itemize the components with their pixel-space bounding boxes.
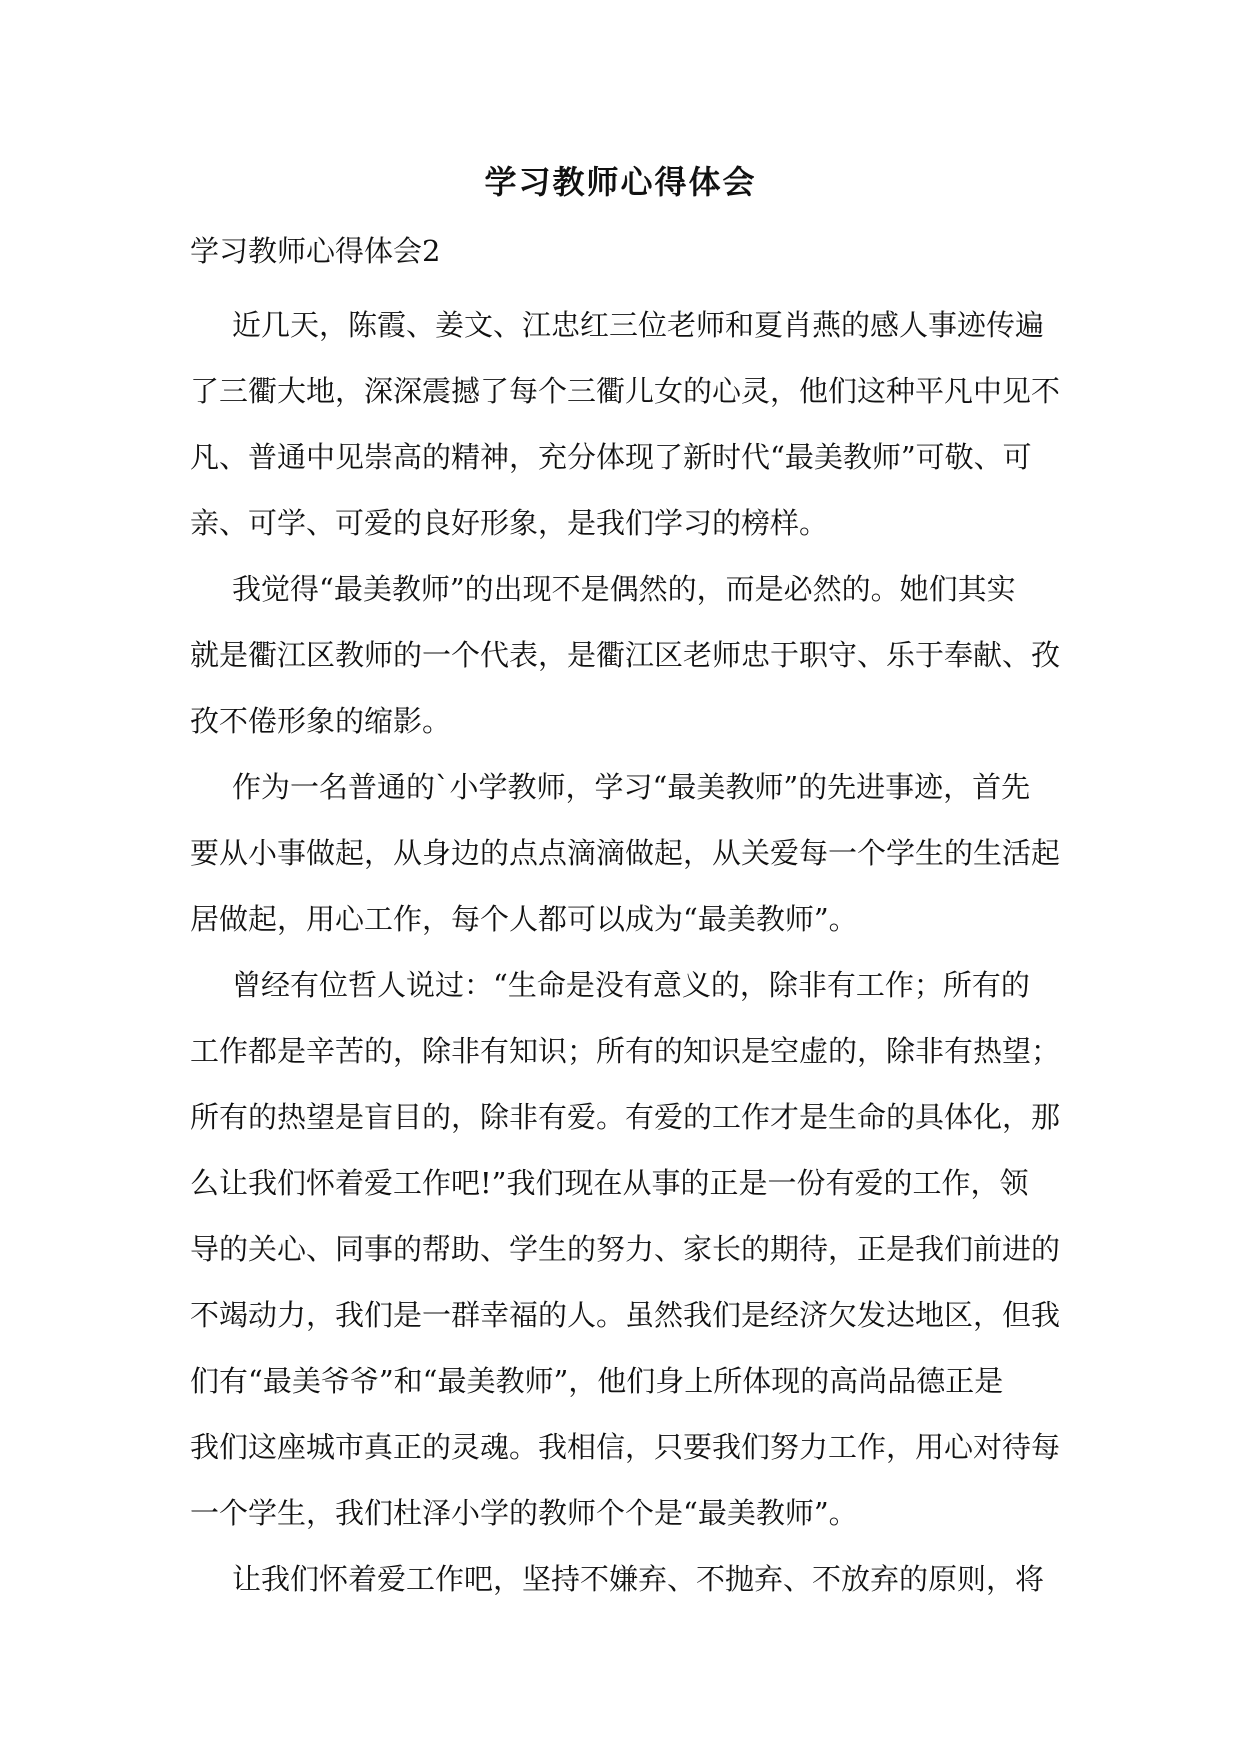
text-line: 作为一名普通的`小学教师，学习“最美教师”的先进事迹，首先 [232,770,1031,804]
text-line: 们有“最美爷爷”和“最美教师”，他们身上所体现的高尚品德正是 [190,1364,1004,1398]
text-line: 凡、普通中见崇高的精神，充分体现了新时代“最美教师”可敬、可 [190,440,1032,474]
text-line: 曾经有位哲人说过：“生命是没有意义的，除非有工作；所有的 [232,968,1030,1002]
text-line: 就是衢江区教师的一个代表，是衢江区老师忠于职守、乐于奉献、孜 [190,638,1061,672]
document-title: 学习教师心得体会 [484,163,757,201]
paragraph [190,952,1065,1546]
paragraph [190,556,1065,754]
text-line: 近几天，陈霞、姜文、江忠红三位老师和夏肖燕的感人事迹传遍 [232,308,1045,342]
text-line: 不竭动力，我们是一群幸福的人。虽然我们是经济欠发达地区，但我 [190,1298,1061,1332]
document-body [190,292,1065,1612]
text-line: 一个学生，我们杜泽小学的教师个个是“最美教师”。 [190,1496,858,1530]
text-line: 所有的热望是盲目的，除非有爱。有爱的工作才是生命的具体化，那 [190,1100,1061,1134]
text-line: 要从小事做起，从身边的点点滴滴做起，从关爱每一个学生的生活起 [190,836,1061,870]
paragraph [190,1546,1065,1612]
paragraph [190,292,1065,556]
text-line: 亲、可学、可爱的良好形象，是我们学习的榜样。 [190,506,829,540]
document-subtitle: 学习教师心得体会2 [190,234,441,268]
text-line: 我们这座城市真正的灵魂。我相信，只要我们努力工作，用心对待每 [190,1430,1061,1464]
text-line: 孜不倦形象的缩影。 [190,704,452,738]
text-line: 我觉得“最美教师”的出现不是偶然的，而是必然的。她们其实 [232,572,1016,606]
text-line: 工作都是辛苦的，除非有知识；所有的知识是空虚的，除非有热望； [190,1034,1061,1068]
text-line: 居做起，用心工作，每个人都可以成为“最美教师”。 [190,902,858,936]
text-line: 了三衢大地，深深震撼了每个三衢儿女的心灵，他们这种平凡中见不 [190,374,1061,408]
text-line: 让我们怀着爱工作吧，坚持不嫌弃、不抛弃、不放弃的原则，将 [232,1562,1045,1596]
text-line: 么让我们怀着爱工作吧!”我们现在从事的正是一份有爱的工作，领 [190,1166,1029,1200]
paragraph [190,754,1065,952]
text-line: 导的关心、同事的帮助、学生的努力、家长的期待，正是我们前进的 [190,1232,1061,1266]
